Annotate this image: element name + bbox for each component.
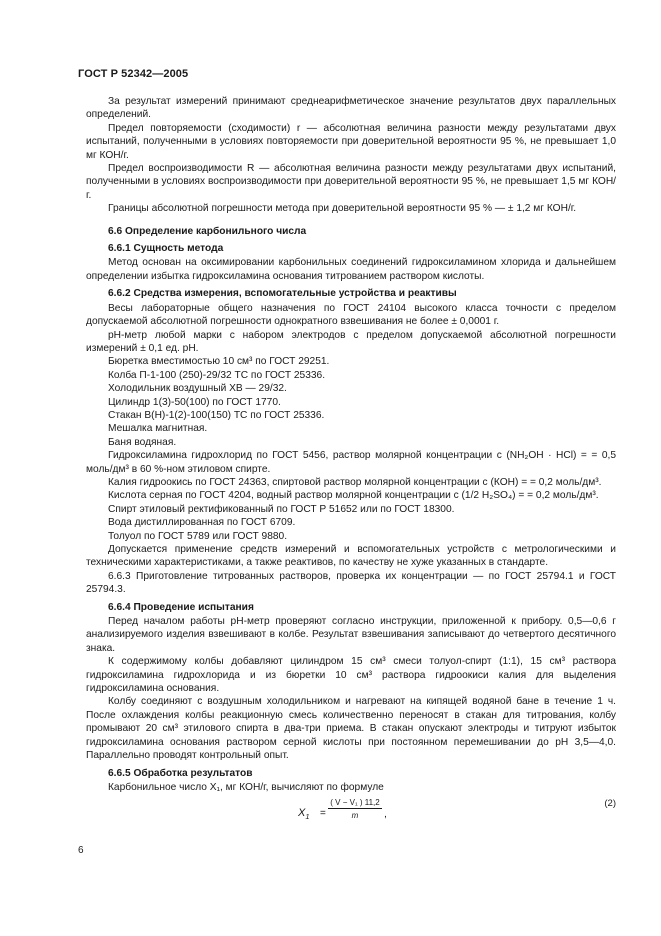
paragraph: Границы абсолютной погрешности метода при доверительной вероятности 95 % — ± 1,2 мг КОН/г. — [108, 203, 577, 215]
formula-number: (2) — [604, 798, 616, 809]
list-item: Мешалка магнитная. — [108, 423, 208, 435]
paragraph: 6.6.3 Приготовление титрованных растворов, проверка их концентрации — по ГОСТ 25794.1 и ГОСТ 25794.3. — [86, 570, 616, 596]
paragraph: рН-метр любой марки с набором электродов с пределом допускаемой абсолютной погрешности измерений ± 0,1 ед. рН. — [86, 329, 616, 354]
section-heading-6-6-4: 6.6.4 Проведение испытания — [108, 601, 254, 613]
section-heading-6-6-2: 6.6.2 Средства измерения, вспомогательные устройства и реактивы — [108, 288, 457, 300]
paragraph: Предел воспроизводимости R — абсолютная величина разности между результатами двух испытаний, полученными в условиях воспроизводимости при доверительной вероятности 95 %, не превышает 1,5 мг КОН/г. — [86, 163, 616, 201]
formula-fraction — [328, 798, 382, 820]
section-heading-6-6: 6.6 Определение карбонильного числа — [108, 225, 307, 237]
paragraph: Колбу соединяют с воздушным холодильником и нагревают на кипящей водяной бане в течение 1 ч. После охлаждения колбы реакционную смесь количественно переносят в стакан для титрования, колбу промывают 20 см³ этилового спирта в два-три приема. В стакан опускают электроды и титруют избыток гидроксиламина основания раствором серной кислоты при постоянном перемешивании до рН 3,5—4,0. Параллельно проводят контрольный опыт. — [86, 696, 616, 762]
document-body — [86, 95, 616, 794]
standard-header: ГОСТ Р 52342—2005 — [78, 68, 189, 80]
paragraph: Весы лабораторные общего назначения по ГОСТ 24104 высокого класса точности с пределом допускаемой абсолютной погрешности однократного взвешивания не более ± 0,0001 г. — [86, 302, 616, 328]
paragraph: Карбонильное число X₁, мг КОН/г, вычисляют по формуле — [108, 781, 384, 793]
paragraph: Предел повторяемости (сходимости) r — абсолютная величина разности между результатами двух испытаний, полученными в условиях повторяемости при доверительной вероятности 95 %, не превышает 1,0 мг КОН/г. — [86, 122, 616, 161]
paragraph: Кислота серная по ГОСТ 4204, водный раствор молярной концентрации c (1/2 H₂SO₄) = = 0,2 моль/дм³. — [108, 490, 599, 502]
paragraph: Допускается применение средств измерений и вспомогательных устройств с метрологическими и техническими характеристиками, а также реактивов, по качеству не хуже указанных в стандарте. — [86, 544, 616, 569]
paragraph: Гидроксиламина гидрохлорид по ГОСТ 5456, раствор молярной концентрации c (NH₂OH · HCl) = = 0,5 моль/дм³ в 60 %-ном этиловом спирте. — [86, 450, 616, 475]
formula-denominator: m — [351, 811, 359, 820]
formula-equals: = — [320, 808, 326, 819]
list-item: Бюретка вместимостью 10 см³ по ГОСТ 29251. — [108, 356, 330, 368]
list-item: Цилиндр 1(3)-50(100) по ГОСТ 1770. — [108, 396, 281, 408]
list-item: Вода дистиллированная по ГОСТ 6709. — [108, 517, 296, 529]
formula-comma: , — [384, 808, 387, 820]
formula-lhs: $X_1$ — [298, 807, 310, 822]
section-heading-6-6-1: 6.6.1 Сущность метода — [108, 243, 224, 255]
paragraph: К содержимому колбы добавляют цилиндром 15 см³ смеси толуол-спирт (1:1), 15 см³ раствора гидроксиламина гидрохлорида и из бюретки 10 см³ раствора гидроокиси калия для выделения гидроксиламина основания. — [86, 656, 616, 695]
paragraph: За результат измерений принимают среднеарифметическое значение результатов двух параллельных определений. — [86, 96, 616, 121]
list-item: Спирт этиловый ректификованный по ГОСТ Р 51652 или по ГОСТ 18300. — [108, 503, 455, 515]
paragraph: Перед началом работы рН-метр проверяют согласно инструкции, приложенной к прибору. 0,5—0,6 г анализируемого изделия взвешивают в колбе. Результат взвешивания записывают до четвертого десятичного знака. — [86, 616, 616, 654]
paragraph: Метод основан на оксимировании карбонильных соединений гидроксиламином хлорида и дальнейшем определении избытка гидроксиламина основания титрованием раствором кислоты. — [86, 257, 616, 282]
list-item: Холодильник воздушный ХВ — 29/32. — [108, 383, 287, 395]
formula-numerator: ( V − V₁ ) 11,2 — [328, 798, 382, 809]
list-item: Толуол по ГОСТ 5789 или ГОСТ 9880. — [108, 530, 288, 542]
page-number: 6 — [78, 845, 84, 856]
list-item: Стакан В(Н)-1(2)-100(150) ТС по ГОСТ 25336. — [108, 409, 325, 421]
section-heading-6-6-5: 6.6.5 Обработка результатов — [108, 767, 253, 779]
list-item: Колба П-1-100 (250)-29/32 ТС по ГОСТ 25336. — [108, 369, 326, 381]
list-item: Баня водяная. — [108, 436, 177, 448]
paragraph: Калия гидроокись по ГОСТ 24363, спиртовой раствор молярной концентрации c (КОН) = = 0,2 моль/дм³. — [108, 476, 602, 488]
formula-2 — [298, 798, 616, 828]
